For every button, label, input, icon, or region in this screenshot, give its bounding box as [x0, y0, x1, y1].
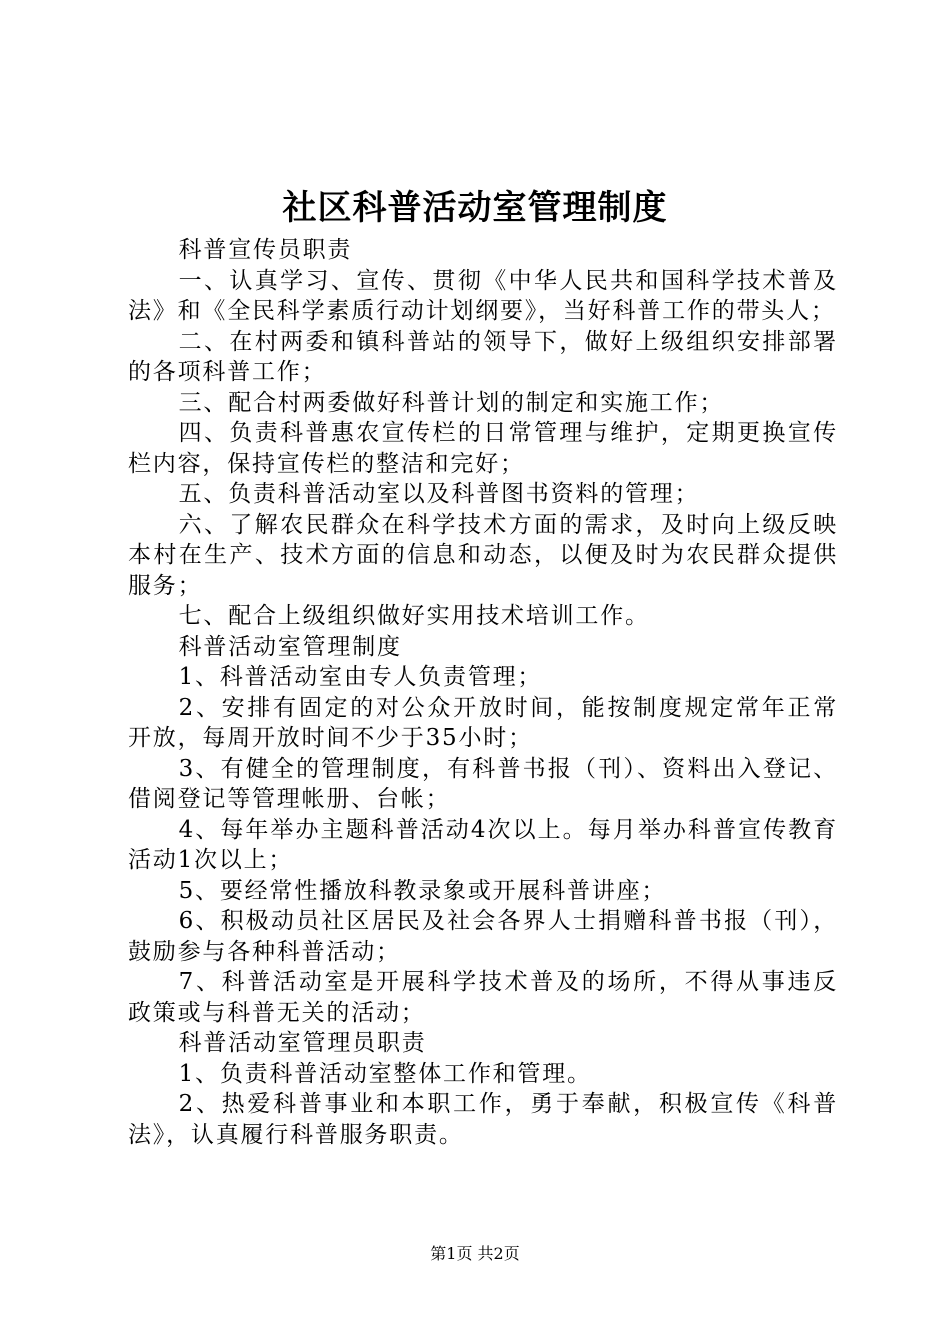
- section-heading: 科普宣传员职责: [178, 237, 353, 263]
- paragraph: 2、安排有固定的对公众开放时间，能按制度规定常年正常开放，每周开放时间不少于35小时；: [128, 694, 838, 751]
- document-title: 社区科普活动室管理制度: [282, 188, 668, 228]
- paragraph: 7、科普活动室是开展科学技术普及的场所，不得从事违反政策或与科普无关的活动；: [128, 969, 838, 1026]
- document-body: [128, 235, 838, 1150]
- paragraph: 5、要经常性播放科教录象或开展科普讲座；: [178, 877, 667, 904]
- paragraph: 二、在村两委和镇科普站的领导下，做好上级组织安排部署的各项科普工作；: [128, 328, 838, 385]
- paragraph: 2、热爱科普事业和本职工作，勇于奉献，积极宣传《科普法》，认真履行科普服务职责。: [128, 1091, 838, 1148]
- page-footer: 第1页 共2页: [430, 1244, 520, 1263]
- paragraph: 六、了解农民群众在科学技术方面的需求，及时向上级反映本村在生产、技术方面的信息和动态，以便及时为农民群众提供服务；: [128, 511, 838, 599]
- paragraph: 3、有健全的管理制度，有科普书报（刊）、资料出入登记、借阅登记等管理帐册、台帐；: [128, 755, 838, 812]
- paragraph: 七、配合上级组织做好实用技术培训工作。: [178, 603, 650, 629]
- paragraph: 五、负责科普活动室以及科普图书资料的管理；: [178, 481, 700, 507]
- paragraph: 4、每年举办主题科普活动4次以上。每月举办科普宣传教育活动1次以上；: [128, 816, 838, 873]
- paragraph: 1、科普活动室由专人负责管理；: [178, 664, 543, 690]
- paragraph: 1、负责科普活动室整体工作和管理。: [178, 1060, 592, 1087]
- section-heading: 科普活动室管理制度: [178, 633, 402, 660]
- section-heading: 科普活动室管理员职责: [178, 1030, 427, 1056]
- paragraph: 四、负责科普惠农宣传栏的日常管理与维护，定期更换宣传栏内容，保持宣传栏的整洁和完好；: [128, 420, 838, 477]
- paragraph: 一、认真学习、宣传、贯彻《中华人民共和国科学技术普及法》和《全民科学素质行动计划纲要》，当好科普工作的带头人；: [128, 267, 838, 324]
- paragraph: 6、积极动员社区居民及社会各界人士捐赠科普书报（刊），鼓励参与各种科普活动；: [128, 908, 838, 965]
- paragraph: 三、配合村两委做好科普计划的制定和实施工作；: [178, 389, 725, 416]
